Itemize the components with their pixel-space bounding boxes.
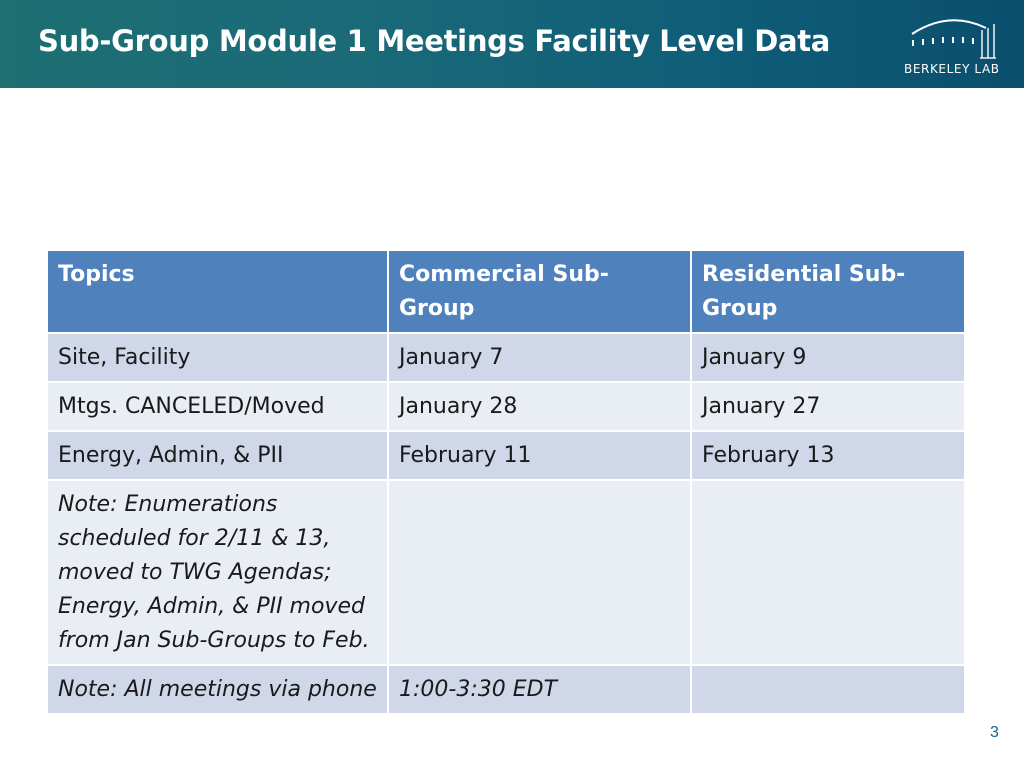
meetings-table — [46, 249, 966, 715]
table-cell: Note: All meetings via phone — [47, 665, 388, 714]
berkeley-lab-logo — [904, 14, 1004, 80]
table-cell: Note: Enumerations scheduled for 2/11 & 13, moved to TWG Agendas; Energy, Admin, & PII moved from Jan Sub-Groups to Feb. — [47, 480, 388, 665]
table-cell — [388, 480, 691, 665]
table-cell: Mtgs. CANCELED/Moved — [47, 382, 388, 431]
table-cell — [691, 665, 965, 714]
table-row — [47, 480, 965, 665]
table-cell: January 7 — [388, 333, 691, 382]
table-cell: Site, Facility — [47, 333, 388, 382]
slide-title: Sub-Group Module 1 Meetings Facility Level Data — [38, 24, 831, 58]
berkeley-lab-logo-icon — [904, 14, 1004, 60]
table-header-row — [47, 250, 965, 333]
header-topics: Topics — [47, 250, 388, 333]
table-cell: January 9 — [691, 333, 965, 382]
table-row — [47, 431, 965, 480]
table-cell: January 28 — [388, 382, 691, 431]
header-residential: Residential Sub-Group — [691, 250, 965, 333]
table-row — [47, 333, 965, 382]
table-cell: 1:00-3:30 EDT — [388, 665, 691, 714]
title-banner — [0, 0, 1024, 88]
table-cell: February 13 — [691, 431, 965, 480]
page-number: 3 — [990, 724, 999, 741]
table-cell: January 27 — [691, 382, 965, 431]
header-commercial: Commercial Sub-Group — [388, 250, 691, 333]
table-cell — [691, 480, 965, 665]
table-row — [47, 665, 965, 714]
table-cell: February 11 — [388, 431, 691, 480]
table-row — [47, 382, 965, 431]
table-cell: Energy, Admin, & PII — [47, 431, 388, 480]
logo-text: BERKELEY LAB — [904, 62, 1000, 76]
